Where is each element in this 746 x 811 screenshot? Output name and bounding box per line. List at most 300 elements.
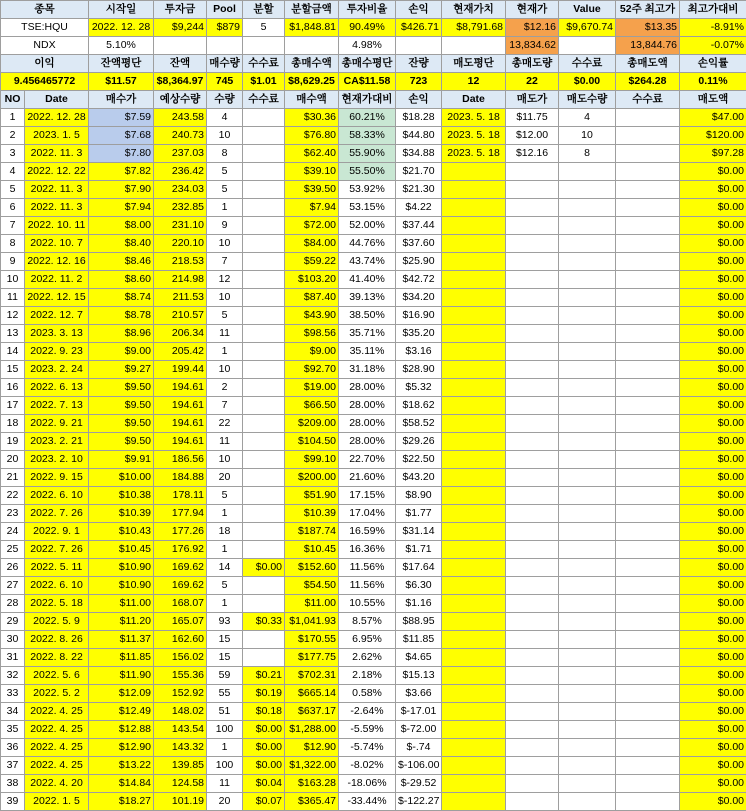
buy-amount-cell[interactable]: $59.22 xyxy=(285,253,339,271)
header-cell[interactable]: 52주 최고가 xyxy=(616,1,680,19)
sell-qty-cell[interactable]: 4 xyxy=(559,109,616,127)
vs-current-cell[interactable]: -33.44% xyxy=(339,793,396,811)
sell-price-cell[interactable] xyxy=(506,793,559,811)
sell-qty-cell[interactable] xyxy=(559,181,616,199)
sell-qty-cell[interactable] xyxy=(559,487,616,505)
sell-fee-cell[interactable] xyxy=(616,325,680,343)
sell-price-cell[interactable] xyxy=(506,271,559,289)
table-row[interactable] xyxy=(1,793,746,811)
sell-date-cell[interactable]: 2023. 5. 18 xyxy=(442,127,506,145)
buy-amount-cell[interactable]: $43.90 xyxy=(285,307,339,325)
fee-cell[interactable] xyxy=(243,649,285,667)
fee-cell[interactable] xyxy=(243,181,285,199)
buy-amount-cell[interactable]: $200.00 xyxy=(285,469,339,487)
row-number-cell[interactable]: 4 xyxy=(1,163,25,181)
qty-cell[interactable]: 2 xyxy=(207,379,243,397)
table-row[interactable] xyxy=(1,271,746,289)
buy-price-cell[interactable]: $11.37 xyxy=(89,631,154,649)
est-qty-cell[interactable]: 176.92 xyxy=(154,541,207,559)
est-qty-cell[interactable]: 177.94 xyxy=(154,505,207,523)
sell-fee-cell[interactable] xyxy=(616,595,680,613)
table-row[interactable] xyxy=(1,523,746,541)
pnl-cell[interactable]: $5.32 xyxy=(396,379,442,397)
qty-cell[interactable]: 1 xyxy=(207,343,243,361)
buy-price-cell[interactable]: $12.88 xyxy=(89,721,154,739)
sell-fee-cell[interactable] xyxy=(616,469,680,487)
row-number-cell[interactable]: 2 xyxy=(1,127,25,145)
table-row[interactable] xyxy=(1,703,746,721)
vs-current-cell[interactable]: 35.11% xyxy=(339,343,396,361)
buy-amount-cell[interactable]: $39.50 xyxy=(285,181,339,199)
pnl-cell[interactable]: $42.72 xyxy=(396,271,442,289)
split-cell[interactable]: 5 xyxy=(243,19,285,37)
buy-price-cell[interactable]: $8.74 xyxy=(89,289,154,307)
sell-amount-cell[interactable]: $0.00 xyxy=(680,433,746,451)
vs-current-cell[interactable]: -5.59% xyxy=(339,721,396,739)
total-sell-qty-cell[interactable]: 22 xyxy=(506,73,559,91)
buy-date-cell[interactable]: 2023. 2. 10 xyxy=(25,451,89,469)
sell-fee-cell[interactable] xyxy=(616,289,680,307)
sell-date-cell[interactable] xyxy=(442,487,506,505)
row-number-cell[interactable]: 15 xyxy=(1,361,25,379)
sell-date-cell[interactable] xyxy=(442,649,506,667)
est-qty-cell[interactable]: 232.85 xyxy=(154,199,207,217)
vs-current-cell[interactable]: 2.18% xyxy=(339,667,396,685)
buy-amount-cell[interactable]: $104.50 xyxy=(285,433,339,451)
sell-qty-cell[interactable] xyxy=(559,505,616,523)
table-row[interactable] xyxy=(1,145,746,163)
ndx-vs-high-cell[interactable]: -0.07% xyxy=(680,37,746,55)
table-row[interactable] xyxy=(1,433,746,451)
sell-price-cell[interactable] xyxy=(506,487,559,505)
header-cell[interactable]: NO xyxy=(1,91,25,109)
vs-current-cell[interactable]: 21.60% xyxy=(339,469,396,487)
sell-fee-cell[interactable] xyxy=(616,757,680,775)
buy-qty-cell[interactable]: 745 xyxy=(207,73,243,91)
buy-amount-cell[interactable]: $177.75 xyxy=(285,649,339,667)
buy-date-cell[interactable]: 2022. 12. 22 xyxy=(25,163,89,181)
sell-price-cell[interactable] xyxy=(506,379,559,397)
table-row[interactable] xyxy=(1,667,746,685)
buy-amount-cell[interactable]: $19.00 xyxy=(285,379,339,397)
buy-date-cell[interactable]: 2022. 12. 16 xyxy=(25,253,89,271)
table-row[interactable] xyxy=(1,757,746,775)
est-qty-cell[interactable]: 234.03 xyxy=(154,181,207,199)
pnl-cell[interactable]: $21.30 xyxy=(396,181,442,199)
buy-amount-cell[interactable]: $209.00 xyxy=(285,415,339,433)
buy-amount-cell[interactable]: $62.40 xyxy=(285,145,339,163)
fee-cell[interactable] xyxy=(243,541,285,559)
buy-amount-cell[interactable]: $98.56 xyxy=(285,325,339,343)
est-qty-cell[interactable]: 243.58 xyxy=(154,109,207,127)
pnl-cell[interactable]: $58.52 xyxy=(396,415,442,433)
qty-cell[interactable]: 1 xyxy=(207,595,243,613)
sell-qty-cell[interactable] xyxy=(559,775,616,793)
vs-current-cell[interactable]: 17.15% xyxy=(339,487,396,505)
qty-cell[interactable]: 93 xyxy=(207,613,243,631)
sell-amount-cell[interactable]: $0.00 xyxy=(680,199,746,217)
est-qty-cell[interactable]: 214.98 xyxy=(154,271,207,289)
header-cell[interactable]: 수수료 xyxy=(243,91,285,109)
qty-cell[interactable]: 22 xyxy=(207,415,243,433)
sell-qty-cell[interactable] xyxy=(559,631,616,649)
buy-price-cell[interactable]: $10.90 xyxy=(89,559,154,577)
vs-current-cell[interactable]: 2.62% xyxy=(339,649,396,667)
fee-cell[interactable] xyxy=(243,469,285,487)
row-number-cell[interactable]: 34 xyxy=(1,703,25,721)
sell-amount-cell[interactable]: $0.00 xyxy=(680,757,746,775)
header-cell[interactable]: 현재가대비 xyxy=(339,91,396,109)
qty-cell[interactable]: 100 xyxy=(207,757,243,775)
sell-date-cell[interactable] xyxy=(442,541,506,559)
sell-price-cell[interactable] xyxy=(506,631,559,649)
vs-current-cell[interactable]: 16.36% xyxy=(339,541,396,559)
sell-qty-cell[interactable] xyxy=(559,793,616,811)
buy-date-cell[interactable]: 2022. 6. 10 xyxy=(25,577,89,595)
pnl-cell[interactable]: $-122.27 xyxy=(396,793,442,811)
qty-cell[interactable]: 1 xyxy=(207,739,243,757)
sell-amount-cell[interactable]: $0.00 xyxy=(680,721,746,739)
sell-date-cell[interactable] xyxy=(442,163,506,181)
qty-cell[interactable]: 1 xyxy=(207,541,243,559)
empty-cell[interactable] xyxy=(396,37,442,55)
vs-current-cell[interactable]: -2.64% xyxy=(339,703,396,721)
sell-amount-cell[interactable]: $0.00 xyxy=(680,703,746,721)
est-qty-cell[interactable]: 206.34 xyxy=(154,325,207,343)
vs-current-cell[interactable]: 8.57% xyxy=(339,613,396,631)
sell-fee-cell[interactable] xyxy=(616,307,680,325)
total-buy-cell[interactable]: $8,629.25 xyxy=(285,73,339,91)
row-number-cell[interactable]: 35 xyxy=(1,721,25,739)
fee-cell[interactable]: $0.07 xyxy=(243,793,285,811)
qty-cell[interactable]: 59 xyxy=(207,667,243,685)
sell-qty-cell[interactable] xyxy=(559,523,616,541)
est-qty-cell[interactable]: 124.58 xyxy=(154,775,207,793)
fee-cell[interactable] xyxy=(243,217,285,235)
header-cell[interactable]: 총매도액 xyxy=(616,55,680,73)
fee-cell[interactable] xyxy=(243,289,285,307)
sell-amount-cell[interactable]: $0.00 xyxy=(680,379,746,397)
buy-amount-cell[interactable]: $163.28 xyxy=(285,775,339,793)
sell-qty-cell[interactable] xyxy=(559,379,616,397)
sell-qty-cell[interactable] xyxy=(559,361,616,379)
fee-cell[interactable] xyxy=(243,379,285,397)
sell-amount-cell[interactable]: $0.00 xyxy=(680,595,746,613)
table-row[interactable] xyxy=(1,613,746,631)
pnl-cell[interactable]: $18.62 xyxy=(396,397,442,415)
buy-date-cell[interactable]: 2022. 8. 26 xyxy=(25,631,89,649)
sell-qty-cell[interactable] xyxy=(559,163,616,181)
fee-cell[interactable]: $1.01 xyxy=(243,73,285,91)
est-qty-cell[interactable]: 199.44 xyxy=(154,361,207,379)
header-cell[interactable]: 수수료 xyxy=(559,55,616,73)
pnl-cell[interactable]: $-72.00 xyxy=(396,721,442,739)
buy-price-cell[interactable]: $11.90 xyxy=(89,667,154,685)
buy-date-cell[interactable]: 2022. 5. 6 xyxy=(25,667,89,685)
split-amount-cell[interactable]: $1,848.81 xyxy=(285,19,339,37)
header-cell[interactable]: 종목 xyxy=(1,1,89,19)
row-number-cell[interactable]: 12 xyxy=(1,307,25,325)
sell-date-cell[interactable] xyxy=(442,199,506,217)
pnl-cell[interactable]: $8.90 xyxy=(396,487,442,505)
header-cell[interactable]: 투자금 xyxy=(154,1,207,19)
table-row[interactable] xyxy=(1,739,746,757)
table-row[interactable] xyxy=(1,361,746,379)
qty-cell[interactable]: 10 xyxy=(207,289,243,307)
table-row[interactable] xyxy=(1,487,746,505)
buy-price-cell[interactable]: $7.80 xyxy=(89,145,154,163)
buy-date-cell[interactable]: 2022. 4. 25 xyxy=(25,739,89,757)
sell-price-cell[interactable] xyxy=(506,325,559,343)
sell-amount-cell[interactable]: $0.00 xyxy=(680,523,746,541)
fee-cell[interactable] xyxy=(243,271,285,289)
header-cell[interactable]: 수수료 xyxy=(243,55,285,73)
sell-price-cell[interactable] xyxy=(506,757,559,775)
sell-amount-cell[interactable]: $120.00 xyxy=(680,127,746,145)
empty-cell[interactable] xyxy=(154,37,207,55)
vs-current-cell[interactable]: 39.13% xyxy=(339,289,396,307)
sell-amount-cell[interactable]: $0.00 xyxy=(680,163,746,181)
sell-price-cell[interactable] xyxy=(506,703,559,721)
qty-cell[interactable]: 20 xyxy=(207,793,243,811)
sell-date-cell[interactable] xyxy=(442,361,506,379)
qty-cell[interactable]: 20 xyxy=(207,469,243,487)
sell-fee-cell[interactable] xyxy=(616,559,680,577)
total-sell-cell[interactable]: $264.28 xyxy=(616,73,680,91)
vs-current-cell[interactable]: 41.40% xyxy=(339,271,396,289)
vs-current-cell[interactable]: 22.70% xyxy=(339,451,396,469)
fee-cell[interactable]: $0.18 xyxy=(243,703,285,721)
buy-amount-cell[interactable]: $10.39 xyxy=(285,505,339,523)
buy-amount-cell[interactable]: $152.60 xyxy=(285,559,339,577)
vs-high-cell[interactable]: -8.91% xyxy=(680,19,746,37)
table-row[interactable] xyxy=(1,415,746,433)
row-number-cell[interactable]: 32 xyxy=(1,667,25,685)
buy-price-cell[interactable]: $8.00 xyxy=(89,217,154,235)
table-row[interactable] xyxy=(1,289,746,307)
est-qty-cell[interactable]: 237.03 xyxy=(154,145,207,163)
buy-date-cell[interactable]: 2023. 1. 5 xyxy=(25,127,89,145)
buy-date-cell[interactable]: 2022. 9. 21 xyxy=(25,415,89,433)
qty-cell[interactable]: 18 xyxy=(207,523,243,541)
header-cell[interactable]: 손익 xyxy=(396,1,442,19)
sell-date-cell[interactable] xyxy=(442,613,506,631)
buy-amount-cell[interactable]: $10.45 xyxy=(285,541,339,559)
buy-price-cell[interactable]: $8.78 xyxy=(89,307,154,325)
row-number-cell[interactable]: 18 xyxy=(1,415,25,433)
sell-qty-cell[interactable] xyxy=(559,289,616,307)
sell-amount-cell[interactable]: $0.00 xyxy=(680,793,746,811)
sell-qty-cell[interactable] xyxy=(559,667,616,685)
row-number-cell[interactable]: 33 xyxy=(1,685,25,703)
buy-price-cell[interactable]: $10.43 xyxy=(89,523,154,541)
sell-amount-cell[interactable]: $0.00 xyxy=(680,649,746,667)
sell-amount-cell[interactable]: $0.00 xyxy=(680,613,746,631)
header-cell[interactable]: 이익 xyxy=(1,55,89,73)
table-row[interactable] xyxy=(1,775,746,793)
avg-buy-cell[interactable]: CA$11.58 xyxy=(339,73,396,91)
buy-date-cell[interactable]: 2022. 1. 5 xyxy=(25,793,89,811)
buy-date-cell[interactable]: 2022. 5. 2 xyxy=(25,685,89,703)
buy-price-cell[interactable]: $9.50 xyxy=(89,379,154,397)
sell-date-cell[interactable] xyxy=(442,433,506,451)
table-row[interactable] xyxy=(1,181,746,199)
header-cell[interactable]: 분할금액 xyxy=(285,1,339,19)
sell-date-cell[interactable] xyxy=(442,235,506,253)
pnl-cell[interactable]: $1.71 xyxy=(396,541,442,559)
buy-price-cell[interactable]: $9.91 xyxy=(89,451,154,469)
vs-current-cell[interactable]: -8.02% xyxy=(339,757,396,775)
pnl-cell[interactable]: $22.50 xyxy=(396,451,442,469)
qty-cell[interactable]: 10 xyxy=(207,451,243,469)
value-cell[interactable]: $9,670.74 xyxy=(559,19,616,37)
fee-cell[interactable] xyxy=(243,505,285,523)
sell-amount-cell[interactable]: $0.00 xyxy=(680,181,746,199)
empty-cell[interactable] xyxy=(559,37,616,55)
sell-qty-cell[interactable]: 10 xyxy=(559,127,616,145)
table-row[interactable] xyxy=(1,127,746,145)
qty-cell[interactable]: 15 xyxy=(207,631,243,649)
pnl-cell[interactable]: $1.16 xyxy=(396,595,442,613)
vs-current-cell[interactable]: 11.56% xyxy=(339,577,396,595)
buy-date-cell[interactable]: 2023. 2. 21 xyxy=(25,433,89,451)
sell-date-cell[interactable] xyxy=(442,793,506,811)
pnl-cell[interactable]: $-106.00 xyxy=(396,757,442,775)
fee-cell[interactable] xyxy=(243,397,285,415)
sell-fee-cell[interactable] xyxy=(616,415,680,433)
qty-cell[interactable]: 7 xyxy=(207,253,243,271)
row-number-cell[interactable]: 6 xyxy=(1,199,25,217)
sell-date-cell[interactable] xyxy=(442,631,506,649)
sell-qty-cell[interactable] xyxy=(559,721,616,739)
row-number-cell[interactable]: 30 xyxy=(1,631,25,649)
sell-qty-cell[interactable] xyxy=(559,415,616,433)
balance-cell[interactable]: $8,364.97 xyxy=(154,73,207,91)
sell-price-cell[interactable] xyxy=(506,235,559,253)
header-cell[interactable]: 총매수액 xyxy=(285,55,339,73)
table-row[interactable] xyxy=(1,577,746,595)
qty-cell[interactable]: 1 xyxy=(207,505,243,523)
header-cell[interactable]: 매수량 xyxy=(207,55,243,73)
sell-qty-cell[interactable] xyxy=(559,307,616,325)
est-qty-cell[interactable]: 211.53 xyxy=(154,289,207,307)
vs-current-cell[interactable]: -18.06% xyxy=(339,775,396,793)
row-number-cell[interactable]: 1 xyxy=(1,109,25,127)
fee-cell[interactable] xyxy=(243,451,285,469)
row-number-cell[interactable]: 5 xyxy=(1,181,25,199)
buy-amount-cell[interactable]: $11.00 xyxy=(285,595,339,613)
est-qty-cell[interactable]: 155.36 xyxy=(154,667,207,685)
row-number-cell[interactable]: 24 xyxy=(1,523,25,541)
sell-price-cell[interactable] xyxy=(506,199,559,217)
sell-qty-cell[interactable] xyxy=(559,199,616,217)
buy-date-cell[interactable]: 2022. 11. 2 xyxy=(25,271,89,289)
table-row[interactable] xyxy=(1,541,746,559)
row-number-cell[interactable]: 19 xyxy=(1,433,25,451)
sell-price-cell[interactable] xyxy=(506,307,559,325)
sell-fee-cell[interactable] xyxy=(616,235,680,253)
sell-qty-cell[interactable] xyxy=(559,739,616,757)
sell-fee-cell[interactable] xyxy=(616,163,680,181)
est-qty-cell[interactable]: 177.26 xyxy=(154,523,207,541)
fee-cell[interactable]: $0.33 xyxy=(243,613,285,631)
sell-date-cell[interactable] xyxy=(442,559,506,577)
sell-fee-cell[interactable] xyxy=(616,577,680,595)
sell-date-cell[interactable] xyxy=(442,253,506,271)
ndx-label-cell[interactable]: NDX xyxy=(1,37,89,55)
header-cell[interactable]: 매도가 xyxy=(506,91,559,109)
buy-price-cell[interactable]: $11.20 xyxy=(89,613,154,631)
est-qty-cell[interactable]: 143.54 xyxy=(154,721,207,739)
sell-qty-cell[interactable] xyxy=(559,703,616,721)
buy-amount-cell[interactable]: $54.50 xyxy=(285,577,339,595)
buy-amount-cell[interactable]: $637.17 xyxy=(285,703,339,721)
pnl-cell[interactable]: $29.26 xyxy=(396,433,442,451)
invest-ratio-cell[interactable]: 90.49% xyxy=(339,19,396,37)
sell-date-cell[interactable] xyxy=(442,397,506,415)
sell-price-cell[interactable] xyxy=(506,289,559,307)
fee-cell[interactable] xyxy=(243,307,285,325)
fee-cell[interactable] xyxy=(243,235,285,253)
table-row[interactable] xyxy=(1,649,746,667)
pnl-cell[interactable]: $1.77 xyxy=(396,505,442,523)
pnl-cell[interactable]: $21.70 xyxy=(396,163,442,181)
sell-fee-cell[interactable] xyxy=(616,271,680,289)
header-cell[interactable]: 매도평단 xyxy=(442,55,506,73)
pnl-cell[interactable]: $37.44 xyxy=(396,217,442,235)
buy-price-cell[interactable]: $12.90 xyxy=(89,739,154,757)
est-qty-cell[interactable]: 186.56 xyxy=(154,451,207,469)
sell-amount-cell[interactable]: $0.00 xyxy=(680,289,746,307)
row-number-cell[interactable]: 22 xyxy=(1,487,25,505)
row-number-cell[interactable]: 8 xyxy=(1,235,25,253)
vs-current-cell[interactable]: 52.00% xyxy=(339,217,396,235)
pool-cell[interactable]: $879 xyxy=(207,19,243,37)
vs-current-cell[interactable]: 53.92% xyxy=(339,181,396,199)
fee-cell[interactable]: $0.21 xyxy=(243,667,285,685)
vs-current-cell[interactable]: 55.50% xyxy=(339,163,396,181)
sell-qty-cell[interactable]: 8 xyxy=(559,145,616,163)
sell-qty-cell[interactable] xyxy=(559,613,616,631)
row-number-cell[interactable]: 7 xyxy=(1,217,25,235)
est-qty-cell[interactable]: 220.10 xyxy=(154,235,207,253)
sell-qty-cell[interactable] xyxy=(559,433,616,451)
pnl-cell[interactable]: $34.20 xyxy=(396,289,442,307)
sell-price-cell[interactable] xyxy=(506,469,559,487)
vs-current-cell[interactable]: 38.50% xyxy=(339,307,396,325)
buy-date-cell[interactable]: 2022. 11. 3 xyxy=(25,145,89,163)
sell-date-cell[interactable] xyxy=(442,415,506,433)
ndx-pct-cell[interactable]: 5.10% xyxy=(89,37,154,55)
header-cell[interactable]: 매도액 xyxy=(680,91,746,109)
header-cell[interactable]: 수수료 xyxy=(616,91,680,109)
header-cell[interactable]: Date xyxy=(25,91,89,109)
sell-date-cell[interactable] xyxy=(442,523,506,541)
pnl-cell[interactable]: $426.71 xyxy=(396,19,442,37)
buy-date-cell[interactable]: 2022. 12. 7 xyxy=(25,307,89,325)
sell-price-cell[interactable] xyxy=(506,343,559,361)
sell-amount-cell[interactable]: $47.00 xyxy=(680,109,746,127)
est-qty-cell[interactable]: 194.61 xyxy=(154,397,207,415)
qty-cell[interactable]: 10 xyxy=(207,127,243,145)
header-cell[interactable]: 손익 xyxy=(396,91,442,109)
est-qty-cell[interactable]: 236.42 xyxy=(154,163,207,181)
sell-qty-cell[interactable] xyxy=(559,217,616,235)
empty-cell[interactable] xyxy=(285,37,339,55)
buy-date-cell[interactable]: 2022. 5. 9 xyxy=(25,613,89,631)
sell-fee-cell[interactable] xyxy=(616,667,680,685)
row-number-cell[interactable]: 37 xyxy=(1,757,25,775)
